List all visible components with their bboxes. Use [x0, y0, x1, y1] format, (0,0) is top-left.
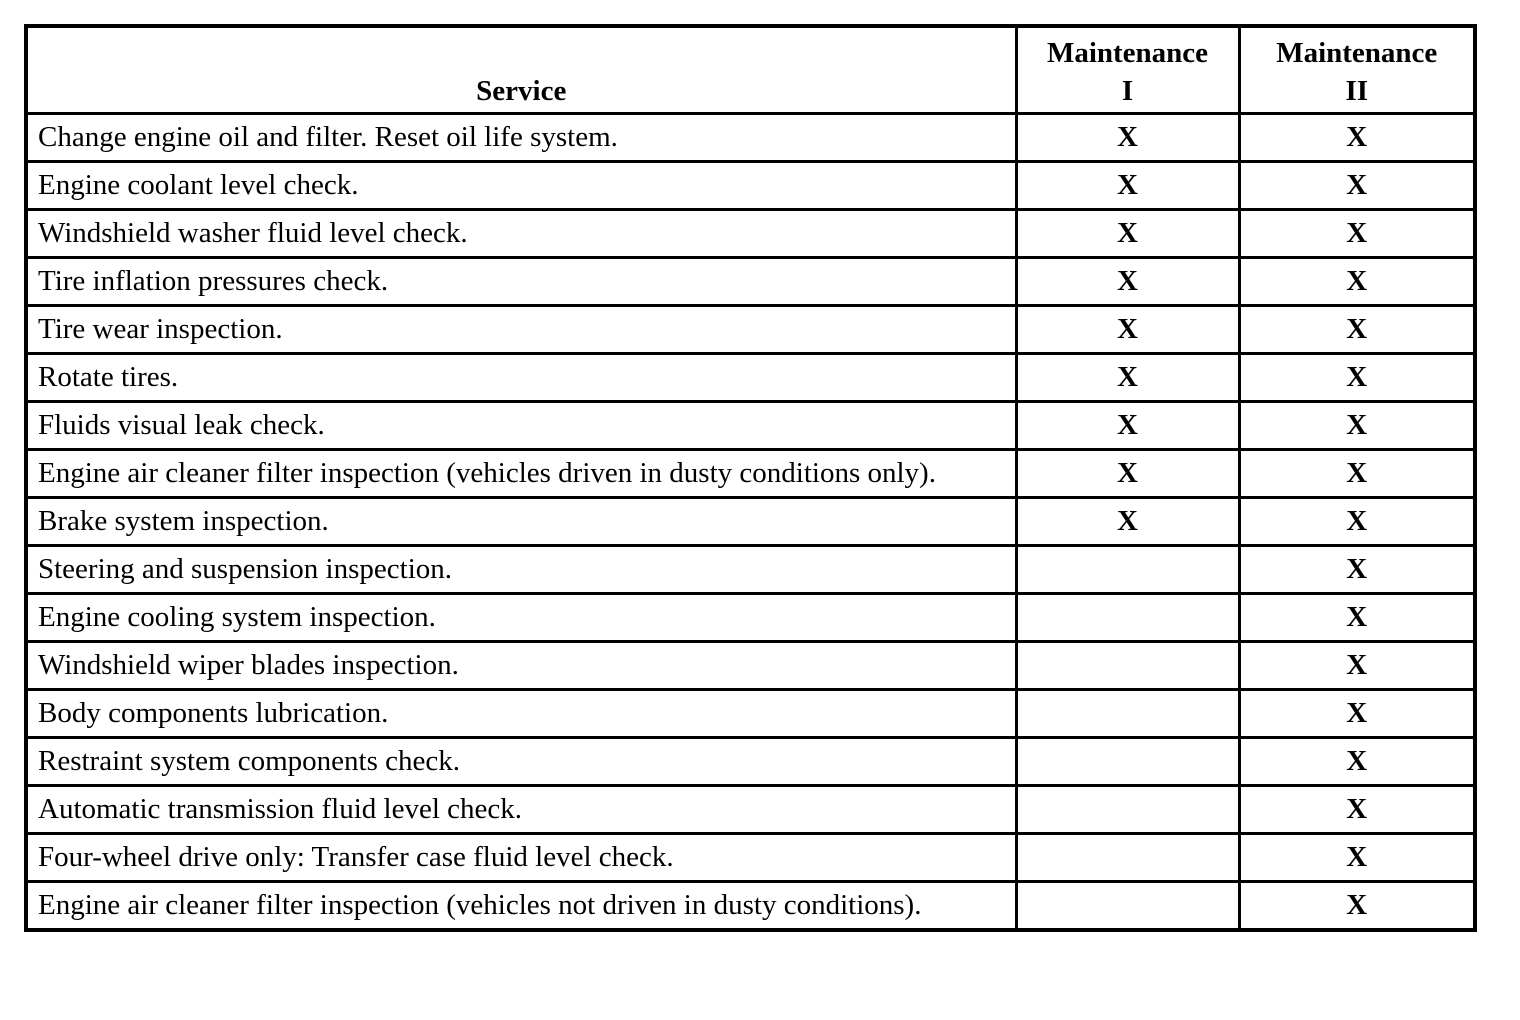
- maintenance-1-mark: [1016, 546, 1239, 594]
- maintenance-1-mark: X: [1016, 162, 1239, 210]
- service-cell: Engine cooling system inspection.: [26, 594, 1016, 642]
- service-cell: Restraint system components check.: [26, 738, 1016, 786]
- maintenance-2-mark: X: [1239, 354, 1475, 402]
- maintenance-1-mark: X: [1016, 258, 1239, 306]
- service-cell: Engine coolant level check.: [26, 162, 1016, 210]
- maintenance-2-mark: X: [1239, 498, 1475, 546]
- service-cell: Engine air cleaner filter inspection (vehicles not driven in dusty conditions).: [26, 882, 1016, 931]
- maintenance-1-mark: X: [1016, 354, 1239, 402]
- maintenance-2-mark: X: [1239, 834, 1475, 882]
- table-row: [26, 690, 1475, 738]
- maintenance-1-header-line2: I: [1121, 75, 1134, 107]
- service-header-label: Service: [476, 75, 567, 107]
- maintenance-2-mark: X: [1239, 162, 1475, 210]
- table-row: [26, 306, 1475, 354]
- table-row: [26, 786, 1475, 834]
- service-cell: Tire wear inspection.: [26, 306, 1016, 354]
- maintenance-2-mark: X: [1239, 594, 1475, 642]
- maintenance-2-mark: X: [1239, 114, 1475, 162]
- table-row: [26, 546, 1475, 594]
- maintenance-1-mark: [1016, 738, 1239, 786]
- service-cell: Brake system inspection.: [26, 498, 1016, 546]
- maintenance-2-mark: X: [1239, 210, 1475, 258]
- maintenance-2-mark: X: [1239, 882, 1475, 931]
- service-cell: Engine air cleaner filter inspection (vehicles driven in dusty conditions only).: [26, 450, 1016, 498]
- maintenance-2-mark: X: [1239, 642, 1475, 690]
- maintenance-1-mark: [1016, 834, 1239, 882]
- maintenance-2-header-line1: Maintenance: [1276, 37, 1438, 69]
- maintenance-2-mark: X: [1239, 258, 1475, 306]
- table-row: [26, 738, 1475, 786]
- service-column-header: [26, 26, 1016, 114]
- maintenance-1-mark: X: [1016, 402, 1239, 450]
- maintenance-1-mark: X: [1016, 114, 1239, 162]
- table-row: [26, 642, 1475, 690]
- table-row: [26, 162, 1475, 210]
- service-cell: Rotate tires.: [26, 354, 1016, 402]
- maintenance-1-mark: X: [1016, 306, 1239, 354]
- service-cell: Windshield wiper blades inspection.: [26, 642, 1016, 690]
- service-cell: Fluids visual leak check.: [26, 402, 1016, 450]
- table-row: [26, 450, 1475, 498]
- maintenance-1-mark: [1016, 642, 1239, 690]
- service-cell: Windshield washer fluid level check.: [26, 210, 1016, 258]
- maintenance-1-mark: X: [1016, 498, 1239, 546]
- table-row: [26, 834, 1475, 882]
- table-row: [26, 354, 1475, 402]
- maintenance-2-mark: X: [1239, 402, 1475, 450]
- maintenance-1-column-header: [1016, 26, 1239, 114]
- service-cell: Change engine oil and filter. Reset oil life system.: [26, 114, 1016, 162]
- maintenance-2-mark: X: [1239, 690, 1475, 738]
- table-row: [26, 258, 1475, 306]
- service-cell: Tire inflation pressures check.: [26, 258, 1016, 306]
- maintenance-2-mark: X: [1239, 738, 1475, 786]
- maintenance-2-mark: X: [1239, 786, 1475, 834]
- table-row: [26, 594, 1475, 642]
- table-row: [26, 498, 1475, 546]
- service-cell: Body components lubrication.: [26, 690, 1016, 738]
- maintenance-1-mark: [1016, 594, 1239, 642]
- maintenance-1-mark: [1016, 882, 1239, 931]
- maintenance-2-mark: X: [1239, 450, 1475, 498]
- maintenance-1-mark: [1016, 786, 1239, 834]
- maintenance-2-mark: X: [1239, 306, 1475, 354]
- maintenance-1-mark: X: [1016, 450, 1239, 498]
- maintenance-1-mark: X: [1016, 210, 1239, 258]
- service-cell: Steering and suspension inspection.: [26, 546, 1016, 594]
- service-cell: Four-wheel drive only: Transfer case fluid level check.: [26, 834, 1016, 882]
- maintenance-schedule-table: [24, 24, 1477, 932]
- maintenance-1-mark: [1016, 690, 1239, 738]
- table-row: [26, 402, 1475, 450]
- table-row: [26, 882, 1475, 931]
- header-row: [26, 26, 1475, 114]
- maintenance-2-column-header: [1239, 26, 1475, 114]
- maintenance-2-header-line2: II: [1345, 75, 1369, 107]
- table-row: [26, 210, 1475, 258]
- table-row: [26, 114, 1475, 162]
- maintenance-2-mark: X: [1239, 546, 1475, 594]
- service-cell: Automatic transmission fluid level check.: [26, 786, 1016, 834]
- maintenance-1-header-line1: Maintenance: [1046, 37, 1209, 69]
